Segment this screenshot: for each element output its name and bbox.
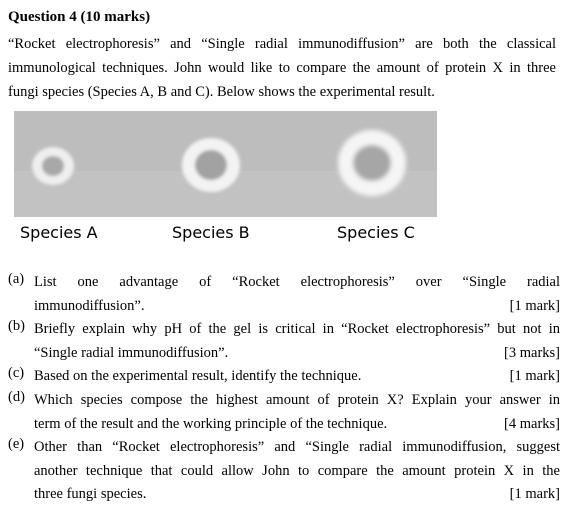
experiment-result-image xyxy=(14,111,437,217)
marks-label: [3 marks] xyxy=(504,344,560,361)
sub-question-d xyxy=(8,389,560,436)
sub-question-list xyxy=(8,271,560,507)
sub-question-text: another technique that could allow John to compare the amount protein X in the xyxy=(34,462,560,479)
sub-question-letter: (b) xyxy=(8,318,25,335)
label-species-a: Species A xyxy=(20,223,98,242)
marks-label: [1 mark] xyxy=(509,486,560,503)
sub-question-text: Briefly explain why pH of the gel is critical in “Rocket electrophoresis” but not in xyxy=(34,321,560,338)
sub-question-letter: (a) xyxy=(8,271,25,287)
marks-label: [1 mark] xyxy=(509,297,560,314)
precipitin-ring-species-a xyxy=(32,147,74,185)
sub-question-c xyxy=(8,365,560,389)
sub-question-b xyxy=(8,318,560,365)
intro-line: fungi species (Species A, B and C). Below shows the experimental result. xyxy=(8,84,435,100)
sub-question-text: Which species compose the highest amount of protein X? Explain your answer in xyxy=(34,391,560,408)
sub-question-text: immunodiffusion”. xyxy=(34,297,145,314)
intro-line: immunological techniques. John would like to compare the amount of protein X in three xyxy=(8,60,556,76)
marks-label: [4 marks] xyxy=(504,415,560,432)
sub-question-letter: (d) xyxy=(8,388,25,405)
sub-question-a xyxy=(8,271,560,318)
label-species-b: Species B xyxy=(172,223,250,242)
sub-question-letter: (e) xyxy=(8,436,25,453)
question-intro xyxy=(8,32,556,104)
sub-question-letter: (c) xyxy=(8,365,25,382)
sub-question-text: Other than “Rocket electrophoresis” and “Single radial immunodiffusion, suggest xyxy=(34,439,560,456)
label-species-c: Species C xyxy=(337,223,415,242)
precipitin-ring-species-c xyxy=(338,130,406,196)
question-title: Question 4 (10 marks) xyxy=(8,9,151,25)
sub-question-text: “Single radial immunodiffusion”. xyxy=(34,344,229,361)
intro-line: “Rocket electrophoresis” and “Single radial immunodiffusion” are both the classical xyxy=(8,36,556,52)
sub-question-text: List one advantage of “Rocket electrophoresis” over “Single radial xyxy=(34,274,560,290)
marks-label: [1 mark] xyxy=(509,368,560,385)
precipitin-ring-species-b xyxy=(182,138,240,192)
sub-question-text: three fungi species. xyxy=(34,486,147,503)
sub-question-text: term of the result and the working principle of the technique. xyxy=(34,415,388,432)
sub-question-e xyxy=(8,436,560,507)
sub-question-text: Based on the experimental result, identify the technique. xyxy=(34,368,362,385)
